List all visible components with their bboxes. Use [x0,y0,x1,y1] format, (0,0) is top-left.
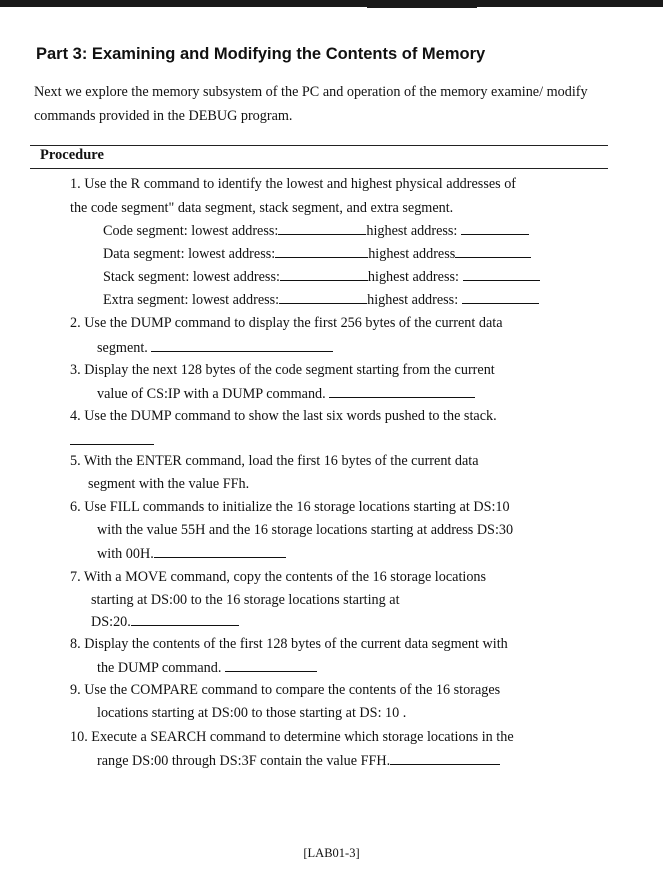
stack-highest-blank[interactable] [463,268,540,281]
section-heading: Part 3: Examining and Modifying the Contents of Memory [36,45,486,63]
data-lowest-blank[interactable] [275,245,368,258]
step-7-line-1: 7. With a MOVE command, copy the contents of the 16 storage locations [70,569,487,585]
step-8-blank[interactable] [225,659,317,672]
stack-highest-label: highest address: [367,269,459,285]
step-7-text: DS:20. [91,614,131,630]
step-7-blank[interactable] [131,613,239,626]
extra-segment-label: Extra segment: lowest address: [103,292,280,308]
procedure-bottom-rule [30,168,608,169]
step-3-line-1: 3. Display the next 128 bytes of the code segment starting from the current [70,362,495,378]
code-highest-blank[interactable] [461,222,529,235]
step-2-line-1: 2. Use the DUMP command to display the first 256 bytes of the current data [70,315,503,331]
data-segment-row [103,245,531,263]
page-footer: [LAB01-3] [303,846,360,860]
step-2-text: segment. [97,340,148,356]
intro-paragraph: Next we explore the memory subsystem of the PC and operation of the memory examine/ modify commands provided in the DEBUG program. [34,84,588,124]
extra-segment-row [103,291,539,309]
data-highest-blank[interactable] [455,245,531,258]
code-highest-label: highest address: [366,223,458,239]
step-10-line-1: 10. Execute a SEARCH command to determine which storage locations in the [70,729,514,745]
step-2-blank[interactable] [151,339,333,352]
step-1-line-2: the code segment" data segment, stack segment, and extra segment. [70,200,454,216]
stack-segment-label: Stack segment: lowest address: [103,269,280,285]
stack-lowest-blank[interactable] [280,268,368,281]
data-segment-label: Data segment: lowest address: [103,246,276,262]
step-10-blank[interactable] [390,752,500,765]
step-8-line-2 [97,659,317,677]
step-9-line-2: locations starting at DS:00 to those starting at DS: 10 . [97,705,407,721]
code-segment-row [103,222,529,240]
step-10-line-2 [97,752,500,770]
step-7-line-3 [91,613,239,631]
step-6-line-1: 6. Use FILL commands to initialize the 16 storage locations starting at DS:10 [70,499,510,515]
data-highest-label: highest address [368,246,456,262]
step-2-line-2 [97,339,333,357]
extra-highest-label: highest address: [367,292,459,308]
step-5-line-2: segment with the value FFh. [88,476,250,492]
step-6-blank[interactable] [154,545,286,558]
step-3-blank[interactable] [329,385,475,398]
step-4-line-1: 4. Use the DUMP command to show the last six words pushed to the stack. [70,408,497,424]
step-3-line-2 [97,385,475,403]
top-edge-bar [0,0,663,7]
stack-segment-row [103,268,540,286]
step-9-line-1: 9. Use the COMPARE command to compare the contents of the 16 storages [70,682,501,698]
step-8-text: the DUMP command. [97,660,222,676]
step-6-text: with 00H. [97,546,154,562]
top-edge-underline [367,6,477,8]
code-lowest-blank[interactable] [278,222,366,235]
procedure-title: Procedure [40,147,104,163]
step-6-line-2: with the value 55H and the 16 storage locations starting at address DS:30 [97,522,514,538]
code-segment-label: Code segment: lowest address: [103,223,279,239]
extra-lowest-blank[interactable] [279,291,367,304]
step-6-line-3 [97,545,286,563]
step-1-line-1: 1. Use the R command to identify the lowest and highest physical addresses of [70,176,517,192]
extra-highest-blank[interactable] [462,291,539,304]
procedure-top-rule [30,145,608,146]
step-4-blank[interactable] [70,432,154,445]
step-5-line-1: 5. With the ENTER command, load the first 16 bytes of the current data [70,453,479,469]
step-7-line-2: starting at DS:00 to the 16 storage locations starting at [91,592,400,608]
step-4-line-2 [70,432,154,450]
step-8-line-1: 8. Display the contents of the first 128 bytes of the current data segment with [70,636,508,652]
step-10-text: range DS:00 through DS:3F contain the value FFH. [97,753,391,769]
step-3-text: value of CS:IP with a DUMP command. [97,386,326,402]
